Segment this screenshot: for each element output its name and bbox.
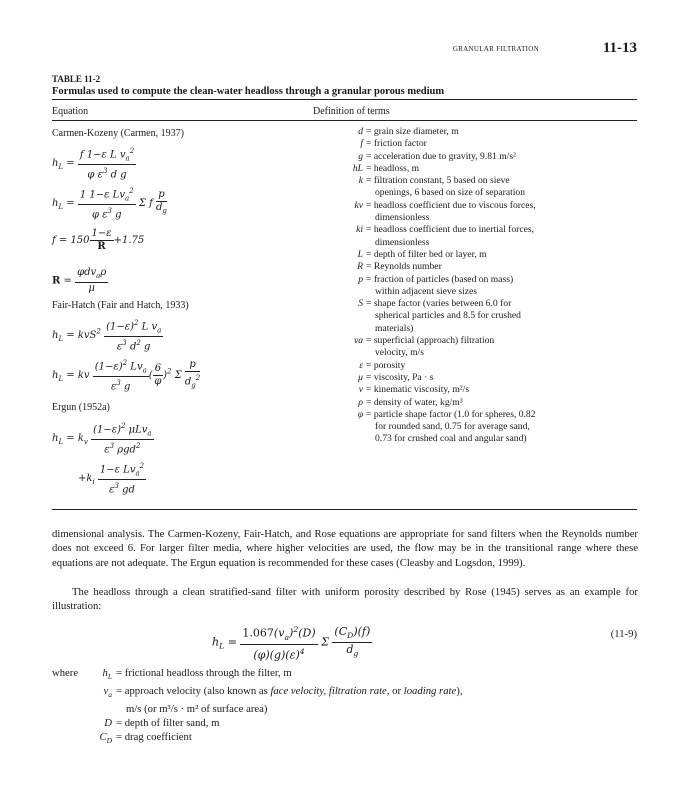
definition-text: openings, 6 based on size of separation xyxy=(375,187,525,199)
definition-text: materials) xyxy=(375,322,414,334)
definition-text: dimensionless xyxy=(375,212,430,224)
definition-row: f = friction factor xyxy=(313,138,643,150)
definition-symbol: p xyxy=(358,273,363,285)
definition-text: grain size diameter, m xyxy=(373,126,459,137)
definition-text: porosity xyxy=(373,359,406,371)
running-head: GRANULAR FILTRATION xyxy=(452,45,539,53)
equation-fair-hatch-2: $h_L$ = kv $\frac{(1-\varepsilon)^2 Lv_a}{\varepsilon^3 g}$ ( $\frac{6}{\varphi}$ )$^2$ Σ $\frac{p}{d_g^2}$ xyxy=(52,359,201,393)
definition-text: particle shape factor (1.0 for spheres, 0.82 xyxy=(373,408,536,420)
definition-text: acceleration due to gravity, 9.81 m/s² xyxy=(373,150,516,162)
where-D: depth of filter sand, m xyxy=(124,717,220,730)
definition-row: ρ = density of water, kg/m³ xyxy=(313,397,643,409)
definition-row: d = grain size diameter, m xyxy=(313,126,643,138)
definition-text: viscosity, Pa · s xyxy=(373,371,434,383)
body-paragraph-1: dimensional analysis. The Carmen-Kozeny, Fair-Hatch, and Rose equations are appropriate for sand filters when the Reynolds number does not exceed 6. For larger filter media, where higher velocities are used, the flow may be in the transitional range where these equations are not adequate. The Ergun equation is recommended for these cases (Cleasby and Logsdon, 1999). xyxy=(52,528,638,569)
where-hL: frictional headloss through the filter, m xyxy=(124,667,292,679)
definition-row: va = superficial (approach) filtration velocity, m/s xyxy=(313,335,643,360)
carmen-kozeny-title: Carmen-Kozeny (Carmen, 1937) xyxy=(52,128,184,139)
definition-text: superficial (approach) filtration xyxy=(373,335,495,347)
definition-symbol: k xyxy=(358,175,363,187)
definition-row: R = Reynolds number xyxy=(313,261,643,273)
where-va-1: approach velocity (also known as xyxy=(124,685,268,698)
definition-text: for rounded sand, 0.75 for average sand, xyxy=(375,421,530,433)
definition-text: within adjacent sieve sizes xyxy=(375,285,478,297)
definition-symbol: φ xyxy=(357,408,363,420)
equation-ergun: $h_L = k_v$ $\frac{(1-\varepsilon)^2 \mu Lv_a}{\varepsilon^3 \rho gd^2}$ xyxy=(52,422,152,456)
table-bottom-rule xyxy=(52,509,637,510)
definition-text: friction factor xyxy=(373,138,427,150)
equation-fair-hatch-1: $h_L = kvS^2$ $\frac{(1-\varepsilon)^2 L v_a}{\varepsilon^3 d^2 g}$ xyxy=(52,319,162,353)
ergun-title: Ergun (1952a) xyxy=(52,402,110,413)
table-title: Formulas used to compute the clean-water headloss through a granular porous medium xyxy=(52,86,445,97)
definition-symbol: ν xyxy=(358,384,363,396)
f-coefficient: 150 xyxy=(70,235,90,246)
definition-row: p = fraction of particles (based on mass) within adjacent sieve sizes xyxy=(313,274,643,299)
equation-number: (11-9) xyxy=(610,628,637,640)
where-CD: drag coefficient xyxy=(124,731,192,744)
body-paragraph-2: The headloss through a clean stratified-sand filter with uniform porosity described by Rose (1945) serves as an example for illustration: xyxy=(52,586,638,613)
definition-text: headloss, m xyxy=(373,162,420,174)
definition-text: filtration constant, 5 based on sieve xyxy=(373,175,510,187)
definition-row: hL = headloss, m xyxy=(313,163,643,175)
definitions-list xyxy=(313,126,643,446)
table-label: TABLE 11-2 xyxy=(52,74,101,84)
definition-symbol: va xyxy=(353,335,363,347)
definition-symbol: g xyxy=(358,150,363,162)
where-list: where $h_L$ = frictional headloss through the filter, m $v_a$ = approach velocity (also known as face velocity, filtration rate, or loading rate), m/s (or m³/s · m² of surface area) D = depth of filter sand, m $C_D$ = drag coefficient xyxy=(52,667,463,746)
definition-text: depth of filter bed or layer, m xyxy=(373,248,487,260)
definition-text: fraction of particles (based on mass) xyxy=(373,273,514,285)
definition-text: Reynolds number xyxy=(373,261,442,273)
definition-row: k = filtration constant, 5 based on sieve openings, 6 based on size of separation xyxy=(313,175,643,200)
definition-symbol: f xyxy=(360,138,363,150)
definition-text: kinematic viscosity, m²/s xyxy=(373,384,470,396)
definition-symbol: d xyxy=(358,126,363,137)
col-equation-header: Equation xyxy=(52,106,89,117)
definition-row: μ = viscosity, Pa · s xyxy=(313,372,643,384)
header-rule xyxy=(52,120,637,121)
definition-text: spherical particles and 8.5 for crushed xyxy=(375,310,521,322)
col-definition-header: Definition of terms xyxy=(313,106,390,117)
fair-hatch-title: Fair-Hatch (Fair and Hatch, 1933) xyxy=(52,300,189,311)
definition-symbol: R xyxy=(357,261,363,273)
definition-symbol: ρ xyxy=(358,396,363,408)
rose-coefficient: 1.067 xyxy=(242,626,274,640)
where-va-italic2: loading rate xyxy=(403,685,457,698)
definition-row: φ = particle shape factor (1.0 for spheres, 0.82 for rounded sand, 0.75 for average sand, 0.73 for crushed coal and angular sand) xyxy=(313,409,643,446)
definition-row: ε = porosity xyxy=(313,360,643,372)
equation-ergun-inertial: $+k_i$ $\frac{1-\varepsilon Lv_a^2}{\varepsilon^3 gd}$ xyxy=(78,462,145,496)
definition-symbol: ki xyxy=(356,224,363,236)
definition-text: shape factor (varies between 6.0 for xyxy=(373,298,512,310)
definition-text: dimensionless xyxy=(375,236,430,248)
table-top-rule xyxy=(52,99,637,100)
equation-carmen-kozeny-2: $h_L$ = $\frac{1 1-\varepsilon Lv_a^2}{\varphi \varepsilon^3 g}$ Σ f $\frac{p}{d_g}$ xyxy=(52,187,167,221)
where-va-2: m/s (or m³/s · m² of surface area) xyxy=(126,703,268,716)
definition-row: kv = headloss coefficient due to viscous forces, dimensionless xyxy=(313,200,643,225)
definition-text: headloss coefficient due to inertial forces, xyxy=(373,224,535,236)
equation-rose: $h_L$ = $\frac{1.067(v_a)^2(D)}{(\varphi)(g)(\varepsilon)^4}$ Σ $\frac{(C_D)(f)}{d_g}$ xyxy=(212,624,371,662)
equation-reynolds: R = $\frac{\varphi dv_a\rho}{\mu}$ xyxy=(52,267,107,294)
definition-symbol: L xyxy=(357,248,363,260)
definition-row: g = acceleration due to gravity, 9.81 m/s² xyxy=(313,151,643,163)
where-lead: where xyxy=(52,667,79,679)
definition-row: L = depth of filter bed or layer, m xyxy=(313,249,643,261)
where-va-italic: face velocity, filtration rate, xyxy=(270,685,390,698)
definition-symbol: kv xyxy=(354,199,363,211)
definition-text: 0.73 for crushed coal and angular sand) xyxy=(375,433,527,445)
definition-row: ν = kinematic viscosity, m²/s xyxy=(313,384,643,396)
page-number: 11-13 xyxy=(602,40,637,56)
definition-symbol: S xyxy=(358,298,363,310)
definition-text: velocity, m/s xyxy=(375,347,424,359)
definition-row: S = shape factor (varies between 6.0 for spherical particles and 8.5 for crushed materials) xyxy=(313,298,643,335)
equation-friction-factor: f = 150 $\frac{1-\varepsilon}{R}$ +1.75 xyxy=(52,228,145,252)
definition-text: density of water, kg/m³ xyxy=(373,396,463,408)
definition-symbol: hL xyxy=(352,162,363,174)
definition-row: ki = headloss coefficient due to inertial forces, dimensionless xyxy=(313,224,643,249)
where-va-or: or xyxy=(392,685,402,698)
equation-carmen-kozeny-1: $h_L$ = $\frac{f 1-\varepsilon L v_a^2}{\varphi \varepsilon^3 d g}$ xyxy=(52,147,135,181)
definition-symbol: ε xyxy=(359,359,363,371)
f-constant: +1.75 xyxy=(113,235,145,246)
definition-symbol: μ xyxy=(358,371,363,383)
definition-text: headloss coefficient due to viscous forces, xyxy=(373,199,536,211)
